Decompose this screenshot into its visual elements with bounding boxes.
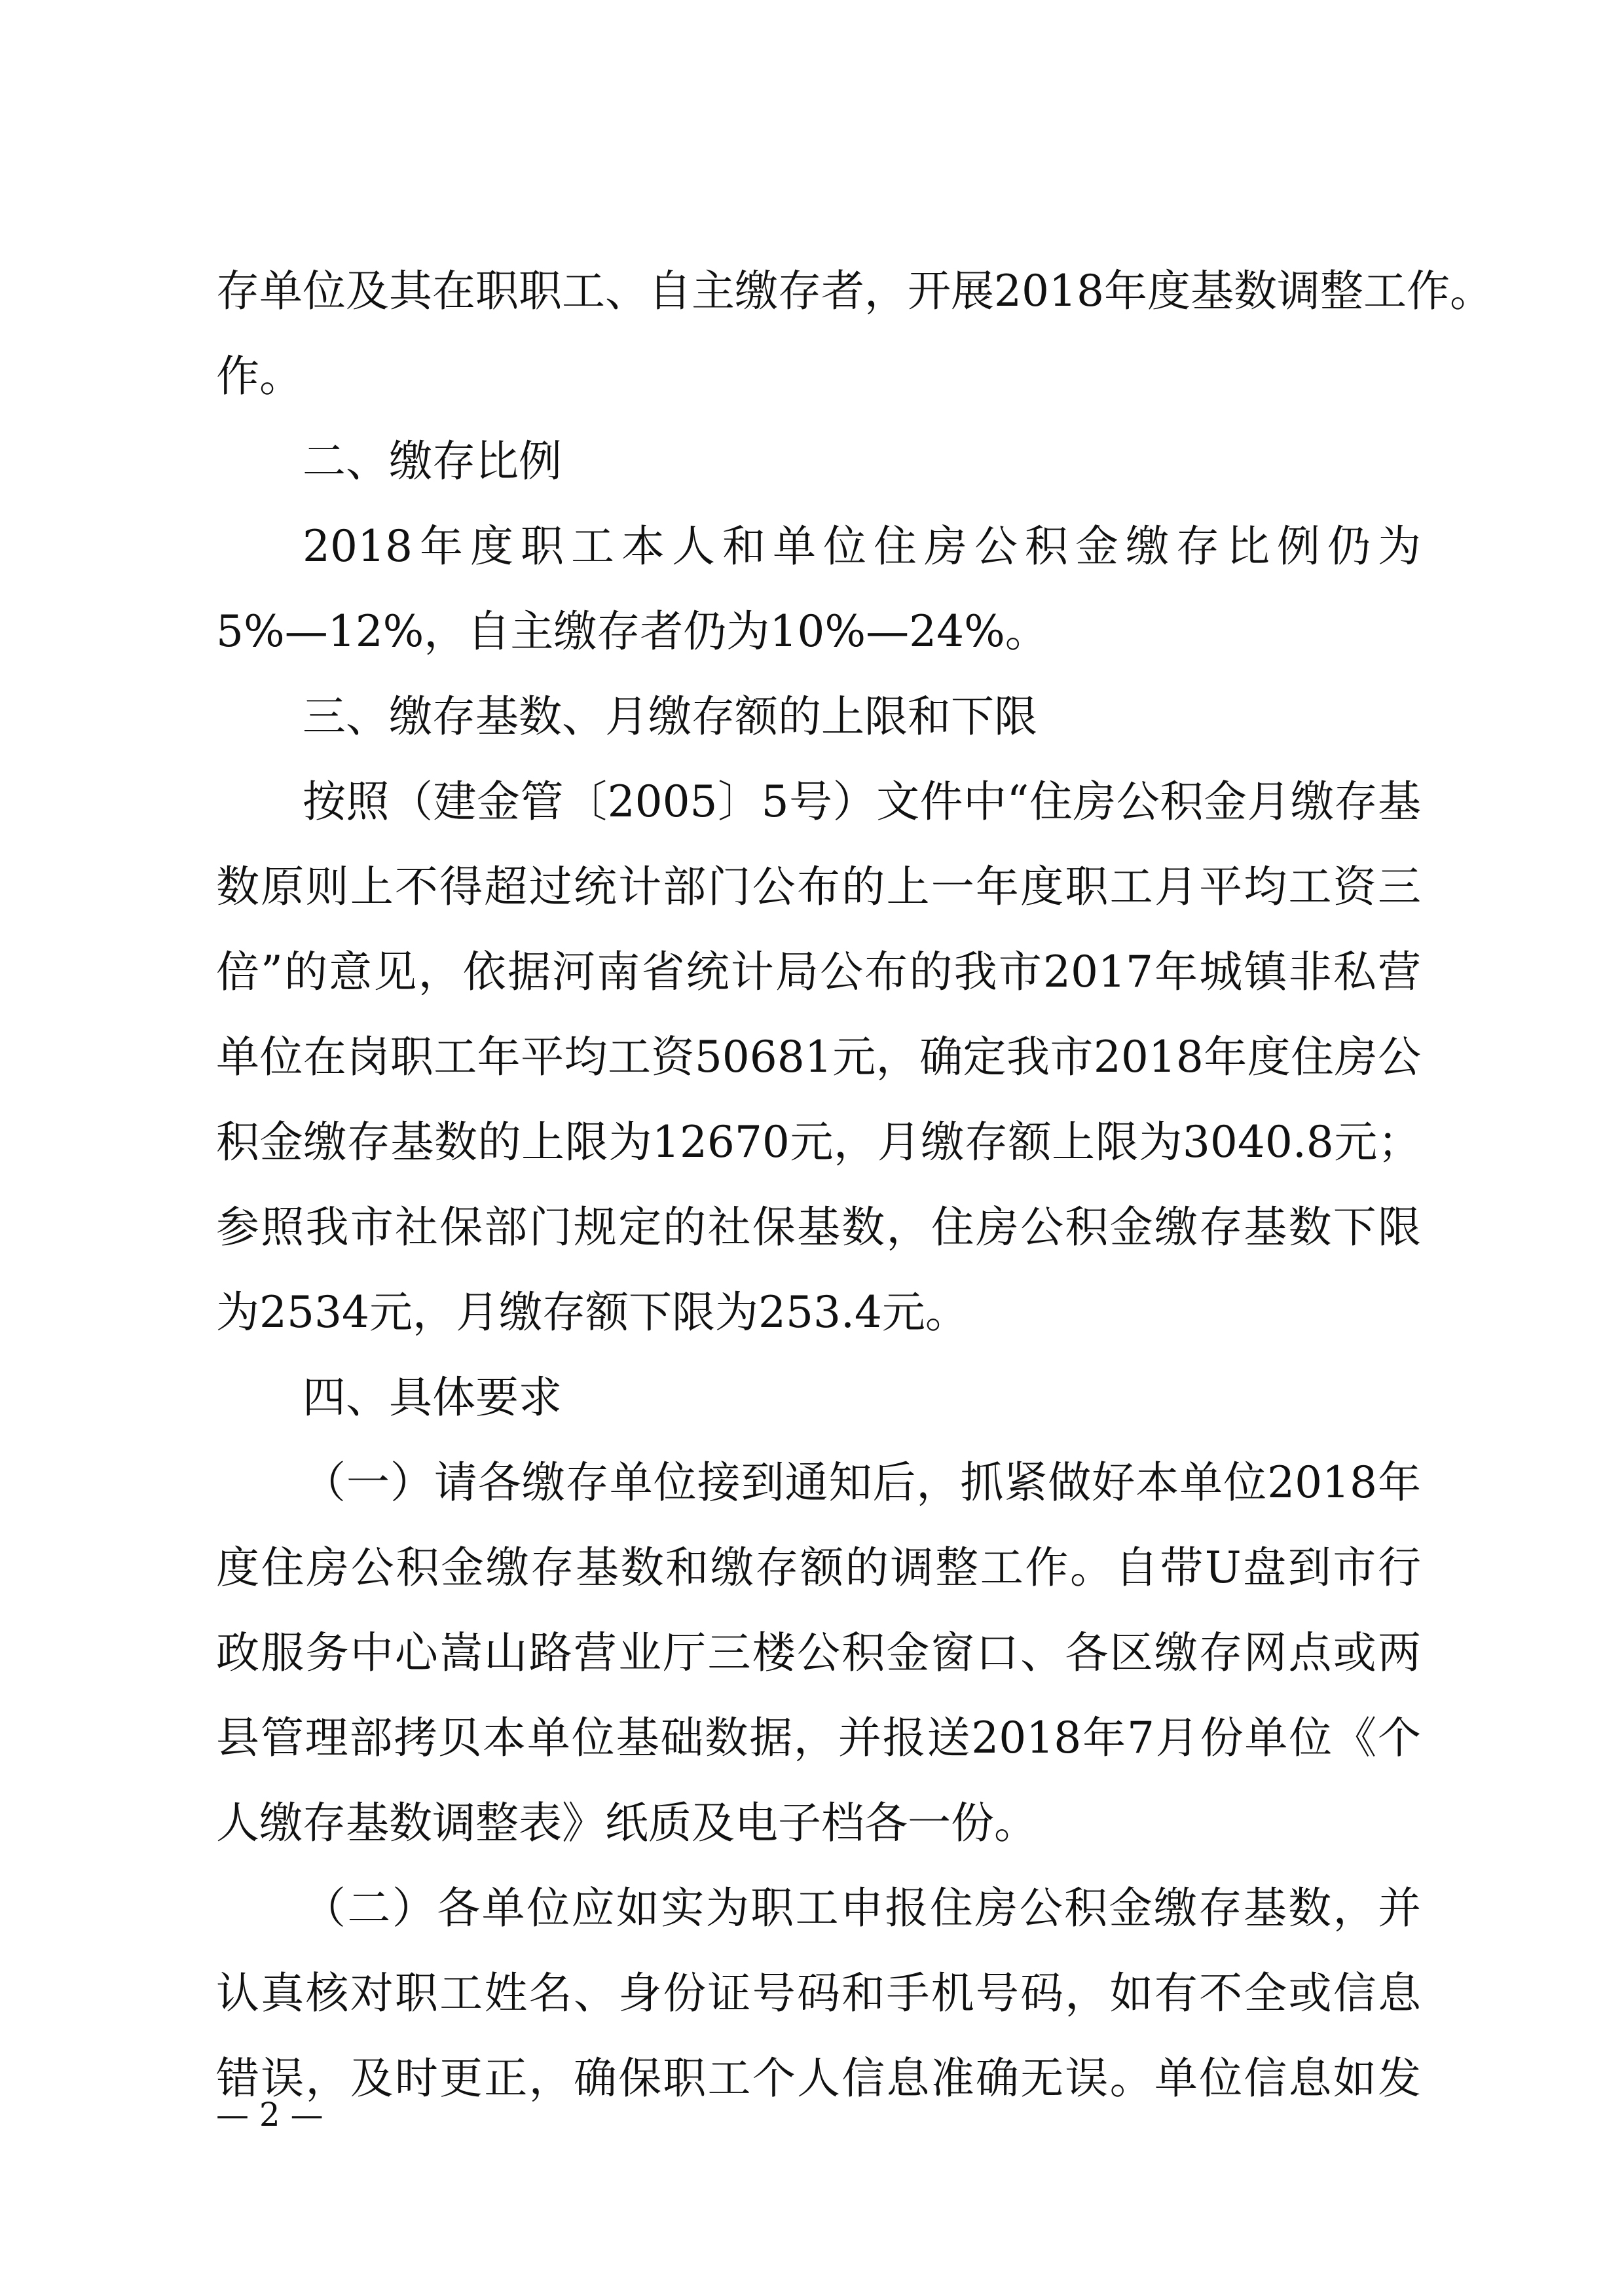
paragraph-line: 度住房公积金缴存基数和缴存额的调整工作。自带U盘到市行: [216, 1542, 1421, 1593]
paragraph-line: （一）请各缴存单位接到通知后，抓紧做好本单位2018年: [303, 1457, 1421, 1508]
section-heading-requirements: 四、具体要求: [303, 1372, 562, 1423]
paragraph-line: 按照（建金管〔2005〕5号）文件中“住房公积金月缴存基: [303, 776, 1421, 827]
paragraph-line: 认真核对职工姓名、身份证号码和手机号码，如有不全或信息: [216, 1968, 1421, 2018]
paragraph-line: 数原则上不得超过统计部门公布的上一年度职工月平均工资三: [216, 862, 1421, 912]
paragraph-line: 作。: [216, 351, 303, 401]
paragraph-line: 单位在岗职工年平均工资50681元，确定我市2018年度住房公: [216, 1032, 1421, 1082]
paragraph-line: 错误，及时更正，确保职工个人信息准确无误。单位信息如发: [216, 2053, 1421, 2104]
paragraph-line: 5%—12%，自主缴存者仍为10%—24%。: [216, 606, 1048, 657]
paragraph-line: 参照我市社保部门规定的社保基数，住房公积金缴存基数下限: [216, 1202, 1421, 1252]
paragraph-line: 政服务中心嵩山路营业厅三楼公积金窗口、各区缴存网点或两: [216, 1628, 1421, 1678]
paragraph-line: 积金缴存基数的上限为12670元，月缴存额上限为3040.8元；: [216, 1117, 1421, 1167]
paragraph-line: 人缴存基数调整表》纸质及电子档各一份。: [216, 1798, 1037, 1848]
section-heading-ratio: 二、缴存比例: [303, 436, 562, 486]
paragraph-line: 县管理部拷贝本单位基础数据，并报送2018年7月份单位《个: [216, 1713, 1421, 1763]
page-number: — 2 —: [216, 2096, 323, 2134]
paragraph-line: 存单位及其在职职工、自主缴存者，开展2018年度基数调整工作。: [216, 266, 1493, 316]
paragraph-line: 倍”的意见，依据河南省统计局公布的我市2017年城镇非私营: [216, 947, 1421, 997]
paragraph-line: （二）各单位应如实为职工申报住房公积金缴存基数，并: [303, 1883, 1421, 1933]
paragraph-line: 为2534元，月缴存额下限为253.4元。: [216, 1287, 969, 1338]
paragraph-line: 2018年度职工本人和单位住房公积金缴存比例仍为: [303, 521, 1421, 572]
section-heading-limits: 三、缴存基数、月缴存额的上限和下限: [303, 691, 1037, 742]
